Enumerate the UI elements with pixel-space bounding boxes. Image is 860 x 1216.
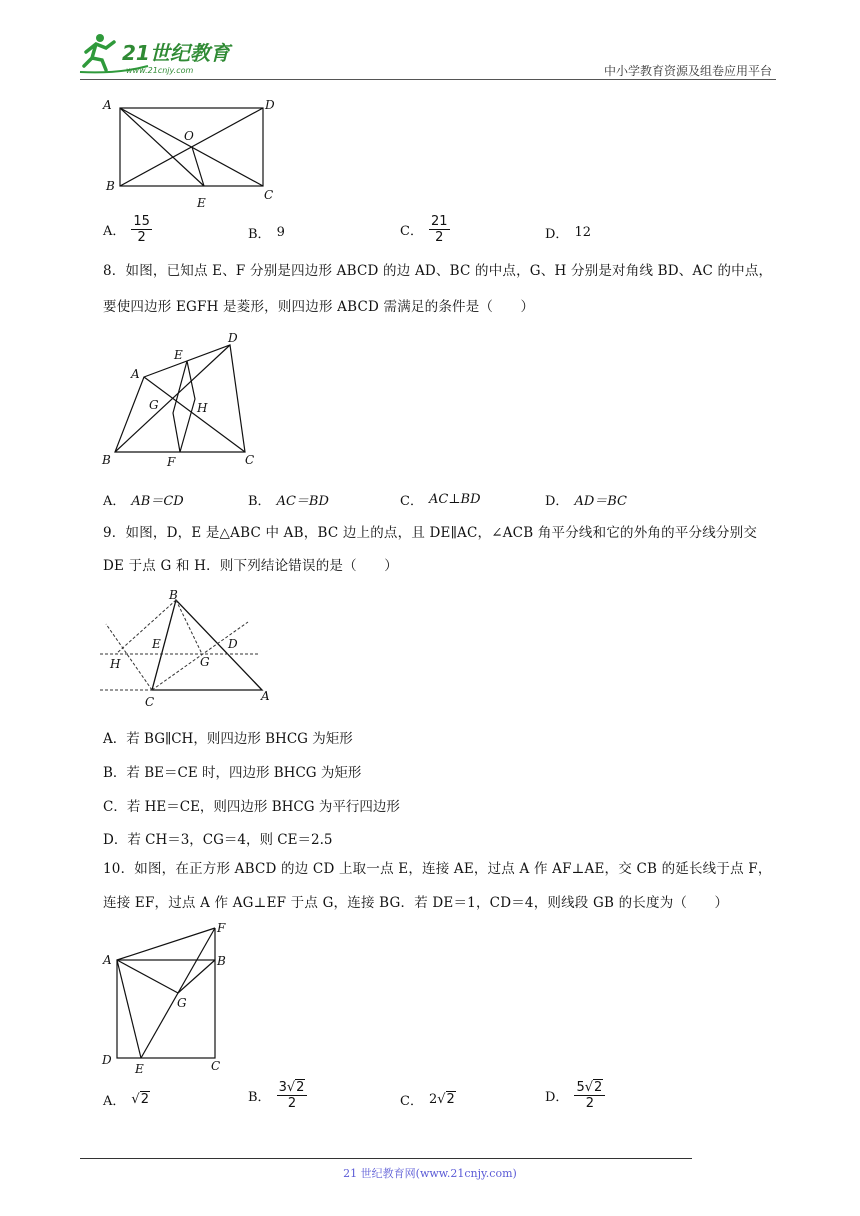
header-divider bbox=[80, 79, 776, 80]
q8-option-b[interactable]: B． AC＝BD bbox=[248, 494, 329, 509]
q10-label-g: G bbox=[177, 996, 187, 1010]
q7-label-e: E bbox=[197, 196, 206, 210]
q8-label-g: G bbox=[149, 398, 159, 412]
q9-stem-line2: DE 于点 G 和 H．则下列结论错误的是（ ） bbox=[103, 558, 398, 574]
q10-label-c: C bbox=[211, 1059, 221, 1073]
q8-label-f: F bbox=[167, 455, 176, 469]
q9-label-h: H bbox=[110, 657, 121, 671]
q8-stem-line1: 8．如图，已知点 E、F 分别是四边形 ABCD 的边 AD、BC 的中点，G、H 分别是对角线 BD、AC 的中点， bbox=[103, 263, 773, 279]
q8-option-c[interactable]: C． AC⊥BD bbox=[400, 492, 481, 509]
q9-label-d: D bbox=[228, 637, 238, 651]
q8-label-e: E bbox=[174, 348, 183, 362]
q7-option-d[interactable]: D． 12 bbox=[545, 225, 591, 242]
q7-label-o: O bbox=[184, 129, 194, 143]
q8-label-c: C bbox=[245, 453, 255, 467]
q10-label-f: F bbox=[217, 921, 226, 935]
q7-label-c: C bbox=[264, 188, 274, 202]
q10-label-b: B bbox=[217, 954, 226, 968]
logo-url: www.21cnjy.com bbox=[126, 66, 194, 75]
q8-label-a: A bbox=[131, 367, 140, 381]
footer-link[interactable]: 21 世纪教育网(www.21cnjy.com) bbox=[343, 1167, 517, 1180]
q10-option-b[interactable]: B． $\frac{3√2}{2}$ bbox=[248, 1080, 307, 1111]
q8-stem-line2: 要使四边形 EGFH 是菱形，则四边形 ABCD 需满足的条件是（ ） bbox=[103, 299, 535, 315]
q10-stem-line1: 10．如图，在正方形 ABCD 的边 CD 上取一点 E，连接 AE，过点 A 作 AF⊥AE，交 CB 的延长线于点 F， bbox=[103, 861, 772, 877]
q10-stem-line2: 连接 EF，过点 A 作 AG⊥EF 于点 G，连接 BG．若 DE＝1，CD＝4，则线段 GB 的长度为（ ） bbox=[103, 895, 729, 911]
q9-option-b[interactable]: B．若 BE＝CE 时，四边形 BHCG 为矩形 bbox=[103, 765, 362, 781]
q9-label-g: G bbox=[200, 655, 210, 669]
q10-label-e: E bbox=[135, 1062, 144, 1076]
q7-label-a: A bbox=[103, 98, 112, 112]
q9-label-a: A bbox=[261, 689, 270, 703]
q9-label-c: C bbox=[145, 695, 155, 709]
q10-option-c[interactable]: C． 2 √2 bbox=[400, 1092, 455, 1109]
q10-label-a: A bbox=[103, 953, 112, 967]
q7-figure bbox=[100, 96, 290, 218]
q8-label-d: D bbox=[228, 331, 238, 345]
q8-option-d[interactable]: D． AD＝BC bbox=[545, 494, 627, 509]
q8-option-a[interactable]: A． AB＝CD bbox=[103, 494, 184, 509]
q10-figure bbox=[100, 920, 240, 1082]
header-platform-text: 中小学教育资源及组卷应用平台 bbox=[603, 64, 772, 78]
q10-option-a[interactable]: A． √2 bbox=[103, 1092, 149, 1109]
q8-figure bbox=[100, 330, 270, 476]
q9-stem-line1: 9．如图，D，E 是△ABC 中 AB，BC 边上的点，且 DE∥AC，∠ACB 角平分线和它的外角的平分线分别交 bbox=[103, 525, 758, 541]
footer-divider bbox=[80, 1158, 692, 1159]
q7-option-c[interactable]: C． $\frac{21}{2}$ bbox=[400, 214, 448, 245]
q10-option-d[interactable]: D． $\frac{5√2}{2}$ bbox=[545, 1080, 605, 1111]
q7-option-b[interactable]: B． 9 bbox=[248, 225, 285, 242]
q9-option-a[interactable]: A．若 BG∥CH，则四边形 BHCG 为矩形 bbox=[103, 731, 353, 747]
site-logo bbox=[78, 30, 258, 78]
q7-label-b: B bbox=[106, 179, 115, 193]
q9-label-b: B bbox=[169, 588, 178, 602]
q10-label-d: D bbox=[102, 1053, 112, 1067]
q7-option-a[interactable]: A． $\frac{15}{2}$ bbox=[103, 214, 150, 245]
q9-label-e: E bbox=[152, 637, 161, 651]
q9-option-c[interactable]: C．若 HE＝CE，则四边形 BHCG 为平行四边形 bbox=[103, 799, 400, 815]
q9-figure bbox=[98, 586, 278, 714]
q9-option-d[interactable]: D．若 CH＝3，CG＝4，则 CE＝2.5 bbox=[103, 832, 333, 848]
q8-label-h: H bbox=[197, 401, 208, 415]
logo-text: 21世纪教育 bbox=[122, 41, 230, 65]
q8-label-b: B bbox=[102, 453, 111, 467]
q7-label-d: D bbox=[265, 98, 275, 112]
